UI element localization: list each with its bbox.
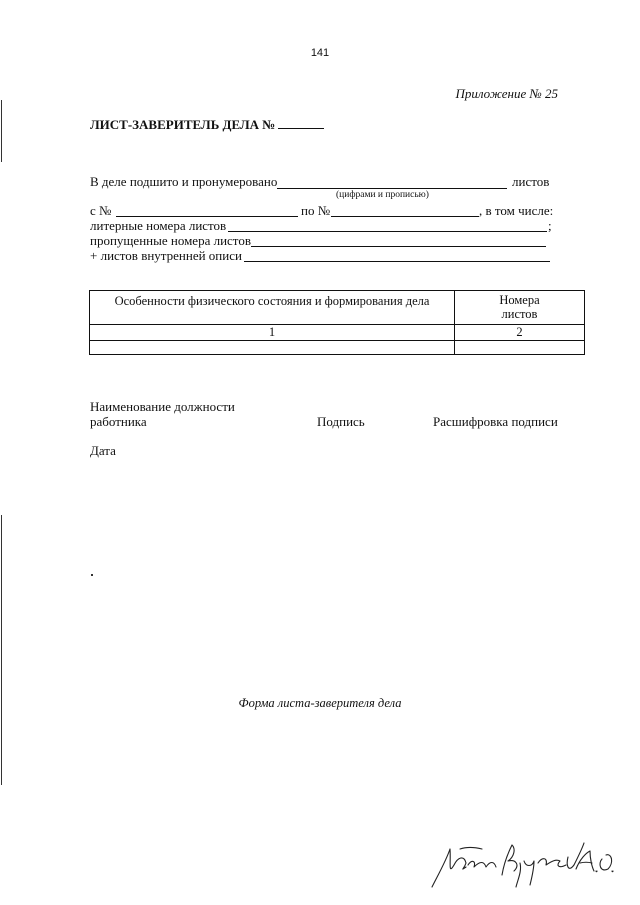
table-row <box>90 341 585 355</box>
margin-mark <box>1 515 2 785</box>
position-label-line2: работника <box>90 414 147 429</box>
form-line1-label: В деле подшито и пронумеровано <box>90 174 278 189</box>
margin-mark <box>1 100 2 162</box>
header-features: Особенности физического состояния и формирования дела <box>90 291 455 325</box>
form-line4-label: пропущенные номера листов <box>90 233 251 248</box>
letter-numbers-blank <box>228 231 547 232</box>
form-line3-suffix: ; <box>548 218 552 233</box>
inner-inventory-blank <box>244 261 550 262</box>
document-title-text: ЛИСТ-ЗАВЕРИТЕЛЬ ДЕЛА № <box>90 117 276 132</box>
table-cell-empty <box>90 341 455 355</box>
to-number-blank <box>331 216 479 217</box>
form-line1-suffix: листов <box>512 174 550 189</box>
from-number-blank <box>116 216 298 217</box>
index-cell-1: 1 <box>90 325 455 341</box>
scan-dot <box>91 574 93 576</box>
form-line5-label: + листов внутренней описи <box>90 248 242 263</box>
date-label: Дата <box>90 443 116 458</box>
table-cell-empty <box>455 341 585 355</box>
sheet-count-blank <box>277 188 507 189</box>
header-sheet-line2: листов <box>501 307 538 321</box>
form-line2-suffix: , в том числе: <box>479 203 554 218</box>
header-sheet-line1: Номера <box>499 293 540 307</box>
document-title <box>90 116 324 133</box>
signature-decoding-label: Расшифровка подписи <box>433 414 558 429</box>
condition-table <box>89 290 585 355</box>
index-cell-2: 2 <box>455 325 585 341</box>
missing-numbers-blank <box>251 246 546 247</box>
signature-label: Подпись <box>317 414 365 429</box>
form-line2-from: с № <box>90 203 112 218</box>
page-number: 141 <box>310 47 330 59</box>
table-header-row <box>90 291 585 325</box>
handwritten-signature-icon <box>420 835 620 895</box>
title-number-blank <box>278 116 324 129</box>
form-line2-to: по № <box>301 203 331 218</box>
position-label-line1: Наименование должности <box>90 399 235 414</box>
table-index-row <box>90 325 585 341</box>
form-line1-hint: (цифрами и прописью) <box>336 190 429 200</box>
appendix-label: Приложение № 25 <box>455 86 558 101</box>
header-sheet-numbers <box>455 291 585 325</box>
form-caption: Форма листа-заверителя дела <box>238 696 402 710</box>
form-line3-label: литерные номера листов <box>90 218 227 233</box>
